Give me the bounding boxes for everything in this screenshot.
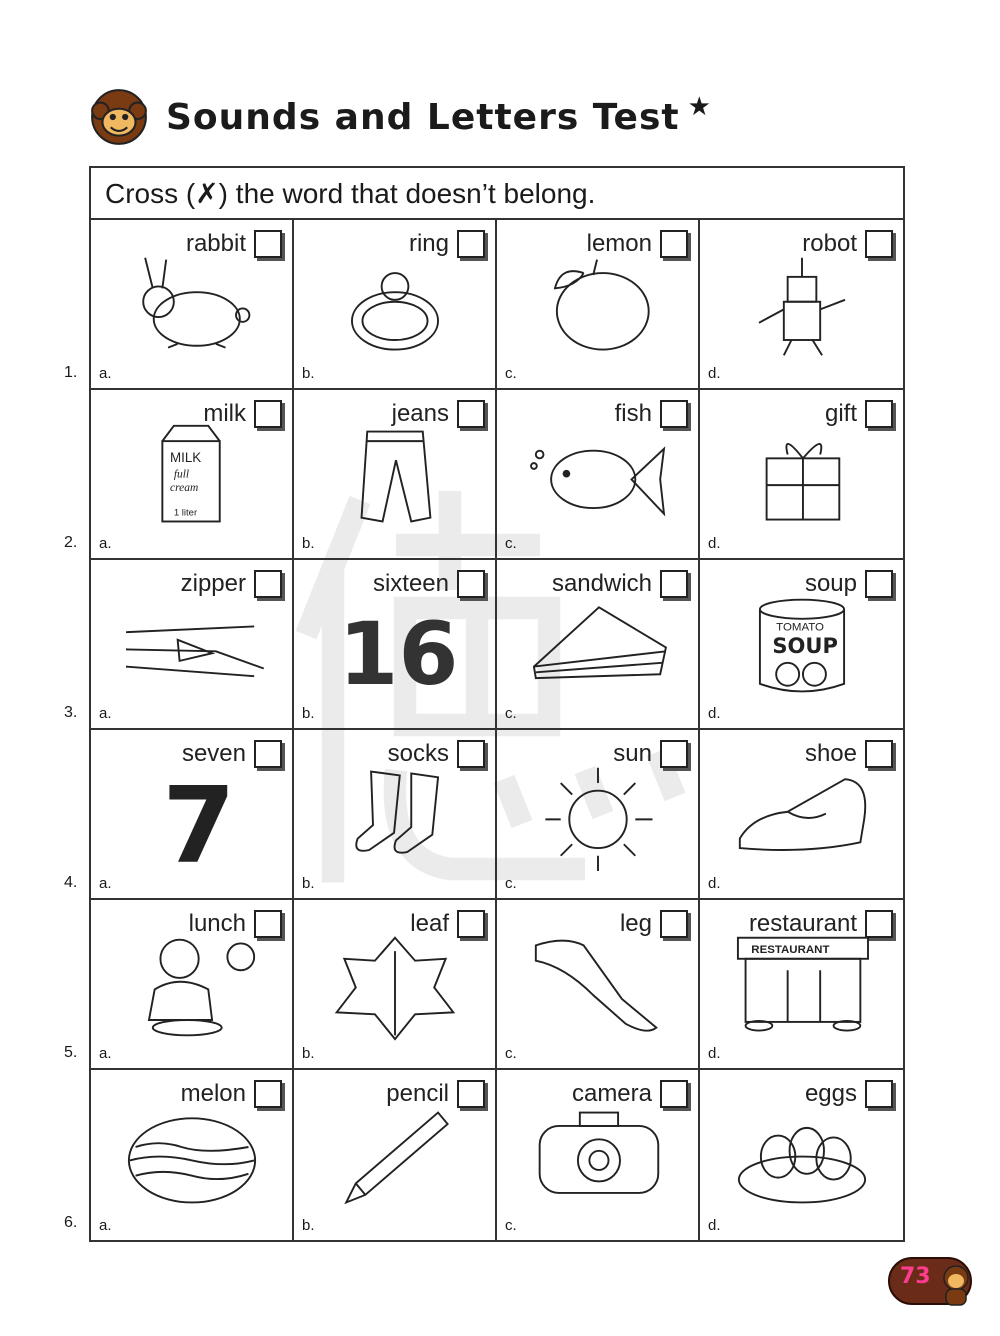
svg-text:7: 7 (161, 763, 236, 873)
gift-icon (727, 422, 877, 532)
pencil-icon (320, 1103, 470, 1213)
option-letter: a. (99, 365, 112, 382)
monkey-icon (88, 86, 150, 148)
eggs-icon (727, 1103, 877, 1213)
picture-card-camera (497, 1070, 700, 1240)
picture-card-leaf (294, 900, 497, 1070)
svg-text:RESTAURANT: RESTAURANT (750, 944, 829, 957)
option-letter: b. (302, 1217, 315, 1234)
page-number: 73 (900, 1264, 931, 1289)
option-letter: b. (302, 1045, 315, 1062)
option-letter: a. (99, 705, 112, 722)
option-letter: a. (99, 875, 112, 892)
word-label: leaf (410, 910, 449, 937)
word-label: jeans (391, 400, 449, 427)
option-letter: b. (302, 875, 315, 892)
monkey-icon (936, 1262, 976, 1308)
lemon-icon (523, 252, 673, 362)
picture-card-shoe (700, 730, 903, 900)
word-label: sixteen (372, 570, 449, 597)
word-label: sun (613, 740, 652, 767)
word-label: gift (824, 400, 857, 427)
option-letter: d. (708, 875, 721, 892)
melon-icon (117, 1103, 267, 1213)
option-letter: c. (505, 875, 517, 892)
option-letter: b. (302, 365, 315, 382)
svg-text:MILK: MILK (169, 450, 201, 466)
picture-card-gift (700, 390, 903, 560)
word-label: socks (387, 740, 449, 767)
fish-icon (523, 422, 673, 532)
option-letter: c. (505, 705, 517, 722)
picture-card-socks (294, 730, 497, 900)
word-label: fish (614, 400, 652, 427)
word-label: shoe (804, 740, 857, 767)
picture-card-sandwich (497, 560, 700, 730)
row-number: 6. (64, 1214, 78, 1231)
star-icon: ★ (687, 90, 711, 121)
svg-text:full: full (173, 468, 189, 481)
word-label: sandwich (551, 570, 652, 597)
option-letter: d. (708, 705, 721, 722)
picture-card-leg (497, 900, 700, 1070)
picture-card-robot (700, 220, 903, 390)
row-number: 3. (64, 704, 78, 721)
sixteen-icon (320, 592, 470, 702)
option-letter: b. (302, 535, 315, 552)
picture-card-ring (294, 220, 497, 390)
worksheet (89, 166, 905, 1242)
milk-icon (117, 422, 267, 532)
option-letter: d. (708, 365, 721, 382)
picture-card-zipper (91, 560, 294, 730)
word-label: pencil (386, 1080, 449, 1107)
picture-card-sun (497, 730, 700, 900)
word-label: melon (180, 1080, 246, 1107)
rabbit-icon (117, 252, 267, 362)
word-label: restaurant (748, 910, 857, 937)
picture-card-lunch (91, 900, 294, 1070)
row-number: 1. (64, 364, 78, 381)
sandwich-icon (523, 592, 673, 702)
word-label: ring (408, 230, 449, 257)
picture-card-melon (91, 1070, 294, 1240)
picture-card-rabbit (91, 220, 294, 390)
picture-card-jeans (294, 390, 497, 560)
word-label: leg (619, 910, 652, 937)
page-title: Sounds and Letters Test (166, 96, 680, 138)
svg-text:cream: cream (169, 482, 198, 495)
camera-icon (523, 1103, 673, 1213)
option-letter: c. (505, 365, 517, 382)
restaurant-icon (727, 932, 877, 1042)
zipper-icon (117, 592, 267, 702)
picture-card-seven (91, 730, 294, 900)
picture-card-soup (700, 560, 903, 730)
word-label: lunch (188, 910, 246, 937)
jeans-icon (320, 422, 470, 532)
word-label: rabbit (185, 230, 246, 257)
row-number: 5. (64, 1044, 78, 1061)
word-label: soup (804, 570, 857, 597)
svg-text:TOMATO: TOMATO (775, 621, 824, 634)
shoe-icon (727, 762, 877, 872)
word-label: zipper (180, 570, 246, 597)
word-label: seven (181, 740, 246, 767)
word-label: robot (802, 230, 857, 257)
lunch-icon (117, 932, 267, 1042)
instruction-text: Cross (✗) the word that doesn’t belong. (91, 168, 903, 220)
option-letter: c. (505, 1217, 517, 1234)
option-letter: c. (505, 1045, 517, 1062)
leaf-icon (320, 932, 470, 1042)
picture-card-restaurant (700, 900, 903, 1070)
word-label: milk (203, 400, 246, 427)
seven-icon (117, 762, 267, 872)
page-header (88, 86, 711, 148)
svg-text:SOUP: SOUP (771, 633, 838, 659)
picture-card-lemon (497, 220, 700, 390)
picture-card-pencil (294, 1070, 497, 1240)
svg-text:16: 16 (338, 605, 458, 703)
option-letter: d. (708, 1217, 721, 1234)
option-letter: b. (302, 705, 315, 722)
picture-card-fish (497, 390, 700, 560)
picture-card-milk (91, 390, 294, 560)
option-letter: d. (708, 1045, 721, 1062)
svg-text:1 liter: 1 liter (173, 508, 197, 520)
option-letter: c. (505, 535, 517, 552)
sun-icon (523, 762, 673, 872)
word-label: eggs (804, 1080, 857, 1107)
soup-icon (727, 592, 877, 702)
option-letter: a. (99, 1217, 112, 1234)
picture-card-sixteen (294, 560, 497, 730)
word-label: camera (571, 1080, 652, 1107)
row-number: 4. (64, 874, 78, 891)
socks-icon (320, 762, 470, 872)
picture-grid (91, 220, 903, 1240)
row-number: 2. (64, 534, 78, 551)
option-letter: d. (708, 535, 721, 552)
ring-icon (320, 252, 470, 362)
word-label: lemon (586, 230, 652, 257)
leg-icon (523, 932, 673, 1042)
option-letter: a. (99, 535, 112, 552)
robot-icon (727, 252, 877, 362)
option-letter: a. (99, 1045, 112, 1062)
picture-card-eggs (700, 1070, 903, 1240)
